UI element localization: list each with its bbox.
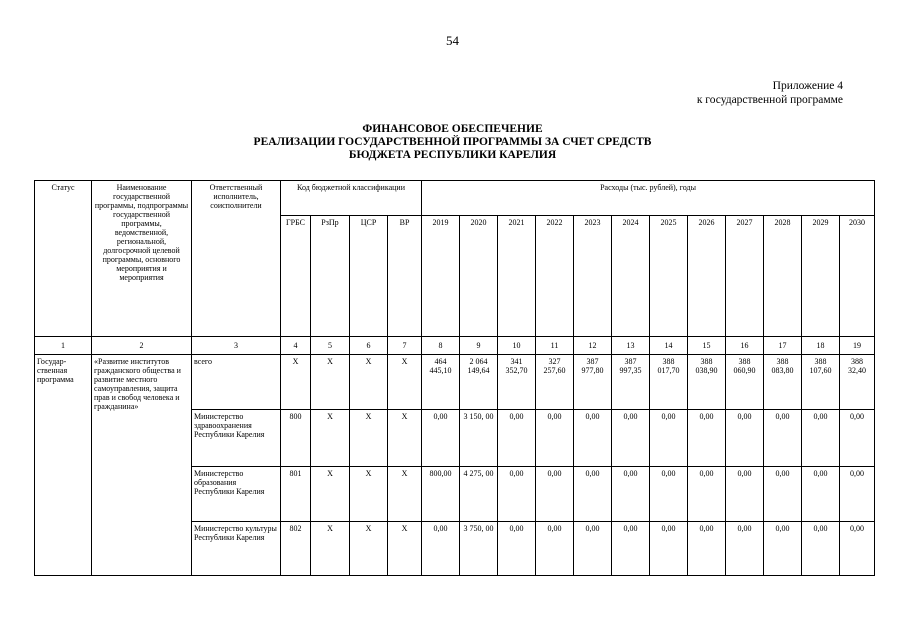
column-number: 6 bbox=[350, 337, 388, 355]
code-cell: Х bbox=[388, 522, 422, 576]
expense-cell: 3 150, 00 bbox=[460, 410, 498, 467]
expense-cell: 0,00 bbox=[536, 410, 574, 467]
expense-cell: 0,00 bbox=[498, 467, 536, 522]
expense-cell: 388 017,70 bbox=[650, 355, 688, 410]
expense-cell: 0,00 bbox=[612, 522, 650, 576]
expense-cell: 800,00 bbox=[422, 467, 460, 522]
column-number: 2 bbox=[92, 337, 192, 355]
header-code-1: ГРБС bbox=[281, 216, 311, 337]
expense-cell: 0,00 bbox=[688, 410, 726, 467]
expense-cell: 388 038,90 bbox=[688, 355, 726, 410]
expense-cell: 0,00 bbox=[726, 467, 764, 522]
expense-cell: 0,00 bbox=[764, 522, 802, 576]
table-row bbox=[35, 355, 875, 410]
header-expenses: Расходы (тыс. рублей), годы bbox=[422, 181, 875, 216]
expense-cell: 387 997,35 bbox=[612, 355, 650, 410]
expense-cell: 2 064 149,64 bbox=[460, 355, 498, 410]
expense-cell: 388 060,90 bbox=[726, 355, 764, 410]
header-year-2021: 2021 bbox=[498, 216, 536, 337]
header-code-4: ВР bbox=[388, 216, 422, 337]
code-cell: Х bbox=[311, 355, 350, 410]
expense-cell: 0,00 bbox=[422, 410, 460, 467]
expense-cell: 0,00 bbox=[650, 467, 688, 522]
header-year-2023: 2023 bbox=[574, 216, 612, 337]
expense-cell: 388 107,60 bbox=[802, 355, 840, 410]
header-code-3: ЦСР bbox=[350, 216, 388, 337]
expense-cell: 4 275, 00 bbox=[460, 467, 498, 522]
expense-cell: 0,00 bbox=[650, 522, 688, 576]
column-number: 8 bbox=[422, 337, 460, 355]
code-cell: Х bbox=[388, 410, 422, 467]
header-executor: Ответственный исполнитель, соисполнители bbox=[192, 181, 281, 337]
executor-cell: всего bbox=[192, 355, 281, 410]
column-number: 15 bbox=[688, 337, 726, 355]
expense-cell: 0,00 bbox=[422, 522, 460, 576]
header-code-2: РзПр bbox=[311, 216, 350, 337]
expense-cell: 0,00 bbox=[650, 410, 688, 467]
header-status: Статус bbox=[35, 181, 92, 337]
header-year-2024: 2024 bbox=[612, 216, 650, 337]
header-year-2030: 2030 bbox=[840, 216, 875, 337]
code-cell: Х bbox=[350, 522, 388, 576]
code-cell: Х bbox=[350, 410, 388, 467]
expense-cell: 0,00 bbox=[840, 410, 875, 467]
executor-cell: Министерство образования Республики Карелия bbox=[192, 467, 281, 522]
column-number: 10 bbox=[498, 337, 536, 355]
expense-cell: 387 977,80 bbox=[574, 355, 612, 410]
code-cell: Х bbox=[388, 467, 422, 522]
header-year-2019: 2019 bbox=[422, 216, 460, 337]
code-cell: Х bbox=[311, 522, 350, 576]
program-name-cell: «Развитие институтов гражданского общества и развитие местного самоуправления, защита прав и свобод человека и гражданина» bbox=[92, 355, 192, 576]
header-year-2028: 2028 bbox=[764, 216, 802, 337]
header-year-2025: 2025 bbox=[650, 216, 688, 337]
title-line-1: ФИНАНСОВОЕ ОБЕСПЕЧЕНИЕ bbox=[362, 123, 543, 135]
code-cell: Х bbox=[350, 355, 388, 410]
financing-table bbox=[34, 180, 875, 576]
header-year-2029: 2029 bbox=[802, 216, 840, 337]
column-number: 18 bbox=[802, 337, 840, 355]
expense-cell: 464 445,10 bbox=[422, 355, 460, 410]
code-cell: Х bbox=[311, 467, 350, 522]
expense-cell: 0,00 bbox=[612, 467, 650, 522]
column-number: 4 bbox=[281, 337, 311, 355]
expense-cell: 0,00 bbox=[840, 467, 875, 522]
column-number: 1 bbox=[35, 337, 92, 355]
column-number: 17 bbox=[764, 337, 802, 355]
column-number: 11 bbox=[536, 337, 574, 355]
code-cell: Х bbox=[311, 410, 350, 467]
expense-cell: 0,00 bbox=[840, 522, 875, 576]
appendix-line-2: к государственной программе bbox=[696, 94, 843, 106]
expense-cell: 0,00 bbox=[536, 522, 574, 576]
column-number: 7 bbox=[388, 337, 422, 355]
code-cell: 802 bbox=[281, 522, 311, 576]
column-number: 16 bbox=[726, 337, 764, 355]
appendix-label bbox=[697, 79, 843, 107]
header-year-2020: 2020 bbox=[460, 216, 498, 337]
expense-cell: 388 32,40 bbox=[840, 355, 875, 410]
column-number: 9 bbox=[460, 337, 498, 355]
executor-cell: Министерство культуры Республики Карелия bbox=[192, 522, 281, 576]
appendix-line-1: Приложение 4 bbox=[772, 80, 843, 92]
column-number: 12 bbox=[574, 337, 612, 355]
expense-cell: 0,00 bbox=[574, 522, 612, 576]
expense-cell: 0,00 bbox=[802, 467, 840, 522]
expense-cell: 341 352,70 bbox=[498, 355, 536, 410]
header-year-2026: 2026 bbox=[688, 216, 726, 337]
expense-cell: 0,00 bbox=[764, 467, 802, 522]
title-line-3: БЮДЖЕТА РЕСПУБЛИКИ КАРЕЛИЯ bbox=[348, 149, 557, 161]
expense-cell: 0,00 bbox=[802, 522, 840, 576]
expense-cell: 0,00 bbox=[612, 410, 650, 467]
executor-cell: Министерство здравоохранения Республики Карелия bbox=[192, 410, 281, 467]
expense-cell: 0,00 bbox=[688, 467, 726, 522]
document-title bbox=[0, 123, 905, 162]
expense-cell: 0,00 bbox=[498, 522, 536, 576]
header-year-2027: 2027 bbox=[726, 216, 764, 337]
expense-cell: 0,00 bbox=[574, 410, 612, 467]
column-number: 19 bbox=[840, 337, 875, 355]
expense-cell: 0,00 bbox=[802, 410, 840, 467]
status-cell: Государ- ственная программа bbox=[35, 355, 92, 576]
code-cell: 800 bbox=[281, 410, 311, 467]
column-number: 5 bbox=[311, 337, 350, 355]
expense-cell: 0,00 bbox=[688, 522, 726, 576]
header-budget-code: Код бюджетной классификации bbox=[281, 181, 422, 216]
header-name: Наименование государственной программы, подпрограммы государственной программы, ведомственной, региональной, долгосрочной целевой программы, основного мероприятия и мероприятия bbox=[92, 181, 192, 337]
code-cell: 801 bbox=[281, 467, 311, 522]
expense-cell: 0,00 bbox=[498, 410, 536, 467]
expense-cell: 3 750, 00 bbox=[460, 522, 498, 576]
code-cell: Х bbox=[281, 355, 311, 410]
page-number: 54 bbox=[446, 33, 459, 48]
code-cell: Х bbox=[388, 355, 422, 410]
column-number: 13 bbox=[612, 337, 650, 355]
column-number: 14 bbox=[650, 337, 688, 355]
expense-cell: 327 257,60 bbox=[536, 355, 574, 410]
header-year-2022: 2022 bbox=[536, 216, 574, 337]
title-line-2: РЕАЛИЗАЦИИ ГОСУДАРСТВЕННОЙ ПРОГРАММЫ ЗА СЧЕТ СРЕДСТВ bbox=[253, 136, 652, 148]
code-cell: Х bbox=[350, 467, 388, 522]
column-number: 3 bbox=[192, 337, 281, 355]
expense-cell: 0,00 bbox=[536, 467, 574, 522]
expense-cell: 0,00 bbox=[726, 522, 764, 576]
expense-cell: 388 083,80 bbox=[764, 355, 802, 410]
expense-cell: 0,00 bbox=[726, 410, 764, 467]
expense-cell: 0,00 bbox=[574, 467, 612, 522]
expense-cell: 0,00 bbox=[764, 410, 802, 467]
